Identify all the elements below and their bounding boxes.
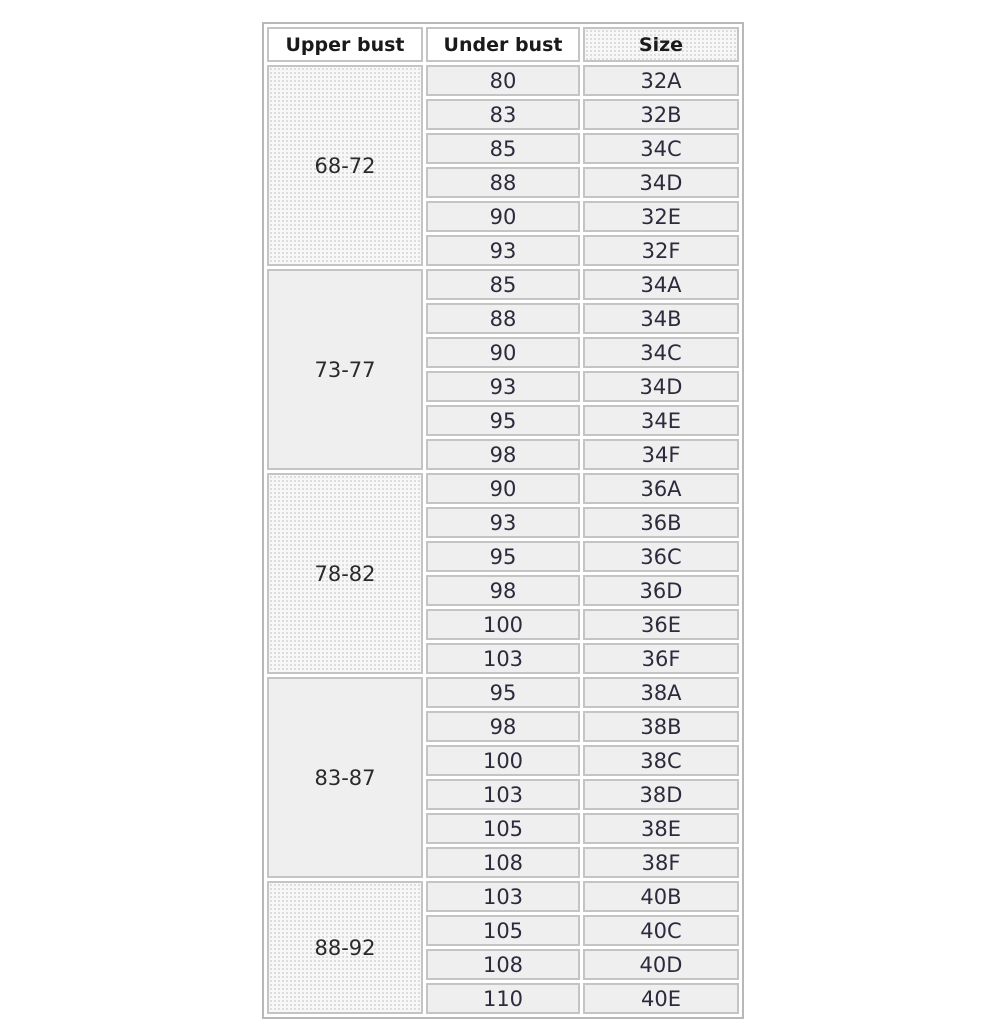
under-bust-cell: 100 xyxy=(426,745,580,776)
size-cell: 32E xyxy=(583,201,739,232)
under-bust-cell: 103 xyxy=(426,779,580,810)
under-bust-cell: 93 xyxy=(426,235,580,266)
table-row xyxy=(267,473,739,504)
size-cell: 34B xyxy=(583,303,739,334)
under-bust-cell: 105 xyxy=(426,915,580,946)
size-cell: 34C xyxy=(583,133,739,164)
upper-bust-cell: 83-87 xyxy=(267,677,423,878)
table-row xyxy=(267,677,739,708)
size-cell: 36E xyxy=(583,609,739,640)
size-cell: 36D xyxy=(583,575,739,606)
upper-bust-cell: 88-92 xyxy=(267,881,423,1014)
table-body xyxy=(267,65,739,1014)
size-cell: 34C xyxy=(583,337,739,368)
size-cell: 38A xyxy=(583,677,739,708)
under-bust-cell: 90 xyxy=(426,473,580,504)
under-bust-cell: 95 xyxy=(426,541,580,572)
header-upper-bust: Upper bust xyxy=(267,27,423,62)
header-row xyxy=(267,27,739,62)
bra-size-table xyxy=(262,22,744,1019)
size-cell: 32B xyxy=(583,99,739,130)
size-cell: 40C xyxy=(583,915,739,946)
table-row xyxy=(267,881,739,912)
under-bust-cell: 83 xyxy=(426,99,580,130)
under-bust-cell: 93 xyxy=(426,371,580,402)
size-cell: 36A xyxy=(583,473,739,504)
under-bust-cell: 90 xyxy=(426,337,580,368)
under-bust-cell: 98 xyxy=(426,439,580,470)
under-bust-cell: 103 xyxy=(426,881,580,912)
upper-bust-cell: 78-82 xyxy=(267,473,423,674)
size-cell: 34F xyxy=(583,439,739,470)
table-row xyxy=(267,269,739,300)
under-bust-cell: 85 xyxy=(426,133,580,164)
size-cell: 34D xyxy=(583,167,739,198)
size-cell: 38C xyxy=(583,745,739,776)
under-bust-cell: 98 xyxy=(426,711,580,742)
size-cell: 34D xyxy=(583,371,739,402)
under-bust-cell: 108 xyxy=(426,847,580,878)
size-cell: 32F xyxy=(583,235,739,266)
under-bust-cell: 95 xyxy=(426,405,580,436)
under-bust-cell: 100 xyxy=(426,609,580,640)
size-cell: 38B xyxy=(583,711,739,742)
table-row xyxy=(267,65,739,96)
size-cell: 34A xyxy=(583,269,739,300)
size-cell: 40E xyxy=(583,983,739,1014)
under-bust-cell: 93 xyxy=(426,507,580,538)
size-cell: 32A xyxy=(583,65,739,96)
header-under-bust: Under bust xyxy=(426,27,580,62)
size-cell: 38D xyxy=(583,779,739,810)
size-cell: 36C xyxy=(583,541,739,572)
size-cell: 38E xyxy=(583,813,739,844)
header-size: Size xyxy=(583,27,739,62)
size-cell: 38F xyxy=(583,847,739,878)
under-bust-cell: 98 xyxy=(426,575,580,606)
under-bust-cell: 103 xyxy=(426,643,580,674)
size-cell: 36F xyxy=(583,643,739,674)
under-bust-cell: 88 xyxy=(426,167,580,198)
size-cell: 34E xyxy=(583,405,739,436)
size-cell: 40D xyxy=(583,949,739,980)
under-bust-cell: 85 xyxy=(426,269,580,300)
under-bust-cell: 105 xyxy=(426,813,580,844)
under-bust-cell: 110 xyxy=(426,983,580,1014)
upper-bust-cell: 73-77 xyxy=(267,269,423,470)
under-bust-cell: 95 xyxy=(426,677,580,708)
under-bust-cell: 80 xyxy=(426,65,580,96)
size-cell: 36B xyxy=(583,507,739,538)
under-bust-cell: 90 xyxy=(426,201,580,232)
size-cell: 40B xyxy=(583,881,739,912)
under-bust-cell: 88 xyxy=(426,303,580,334)
under-bust-cell: 108 xyxy=(426,949,580,980)
upper-bust-cell: 68-72 xyxy=(267,65,423,266)
